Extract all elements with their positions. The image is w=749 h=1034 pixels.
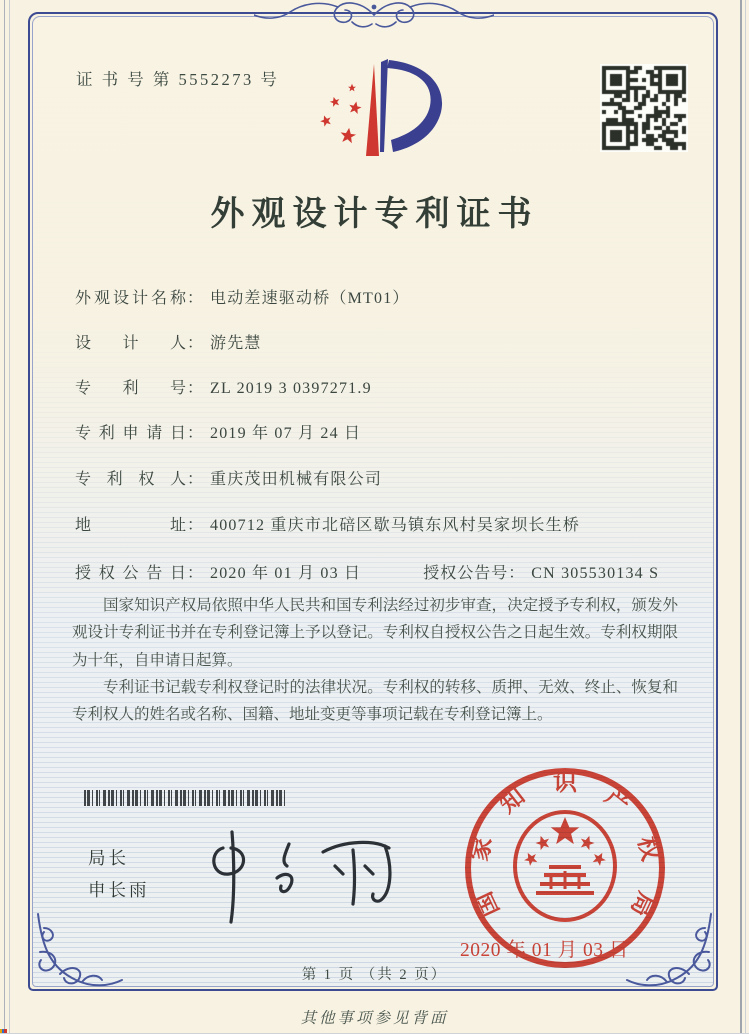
colon: ： bbox=[508, 565, 526, 582]
field-label: 专利号 bbox=[75, 380, 187, 397]
field-row-address bbox=[75, 512, 580, 535]
field-value: 游先慧 bbox=[210, 335, 262, 352]
field-value: 2019 年 07 月 24 日 bbox=[210, 425, 362, 442]
scan-edge-line bbox=[4, 0, 5, 1034]
seal-char: 家 bbox=[466, 834, 498, 864]
colon: ： bbox=[187, 380, 205, 397]
seal-char: 识 bbox=[553, 770, 577, 796]
field-label: 专利申请日 bbox=[75, 425, 187, 442]
colon: ： bbox=[187, 517, 205, 534]
field-label: 地址 bbox=[75, 517, 187, 534]
colon: ： bbox=[187, 565, 205, 582]
director-title: 局长 bbox=[88, 848, 129, 868]
field-value: 电动差速驱动桥（MT01） bbox=[210, 290, 410, 307]
cnipa-logo-icon bbox=[305, 40, 465, 165]
seal-char: 局 bbox=[625, 887, 659, 921]
field-row-filing-date bbox=[75, 420, 361, 443]
seal-char: 产 bbox=[599, 783, 635, 819]
field-row-designer bbox=[75, 330, 262, 353]
grant-date: 2020 年 01 月 03 日 bbox=[210, 565, 362, 582]
colon: ： bbox=[187, 425, 205, 442]
field-row-patent-number bbox=[75, 375, 372, 398]
seal-char: 权 bbox=[632, 834, 664, 864]
official-seal-icon bbox=[452, 760, 680, 970]
scan-edge-line bbox=[745, 0, 746, 1034]
field-label: 外观设计名称 bbox=[75, 290, 187, 307]
certificate-number: 证 书 号 第 5552273 号 bbox=[76, 70, 280, 89]
legal-paragraph: 专利证书记载专利权登记时的法律状况。专利权的转移、质押、无效、终止、恢复和专利权人的姓名或名称、国籍、地址变更等事项记载在专利登记簿上。 bbox=[72, 678, 678, 724]
seal-char: 知 bbox=[495, 783, 531, 819]
field-row-patentee bbox=[75, 466, 382, 489]
certificate-title: 外观设计专利证书 bbox=[210, 196, 539, 233]
director-name: 申长雨 bbox=[88, 880, 150, 900]
field-row-grant bbox=[75, 560, 659, 583]
colon: ： bbox=[187, 290, 205, 307]
back-note: 其他事项参见背面 bbox=[300, 1010, 449, 1027]
field-value: 400712 重庆市北碚区歇马镇东风村吴家坝长生桥 bbox=[210, 517, 581, 534]
qr-code bbox=[600, 64, 688, 152]
top-lace-ornament-icon bbox=[254, 0, 494, 30]
grant-number: CN 305530134 S bbox=[531, 565, 660, 582]
field-label: 设计人 bbox=[75, 335, 187, 352]
page-number: 第 1 页 （共 2 页） bbox=[301, 967, 448, 983]
colon: ： bbox=[187, 335, 205, 352]
field-value: 重庆茂田机械有限公司 bbox=[210, 471, 383, 488]
field-row-design-name bbox=[75, 285, 410, 308]
field-value: ZL 2019 3 0397271.9 bbox=[210, 380, 372, 397]
field-label: 授权公告日 bbox=[75, 565, 187, 582]
barcode bbox=[84, 790, 285, 806]
scan-edge-line bbox=[9, 0, 10, 1034]
legal-text bbox=[72, 592, 678, 728]
scan-artifact bbox=[0, 1029, 7, 1033]
legal-paragraph: 国家知识产权局依照中华人民共和国专利法经过初步审查，决定授予专利权，颁发外观设计专利证书并在专利登记簿上予以登记。专利权自授权公告之日起生效。专利权期限为十年，自申请日起算。 bbox=[72, 597, 678, 669]
scan-edge-line bbox=[740, 0, 742, 1034]
field-label: 授权公告号 bbox=[423, 565, 509, 582]
signature-icon bbox=[205, 826, 395, 926]
seal-char: 国 bbox=[471, 887, 505, 921]
colon: ： bbox=[187, 471, 205, 488]
seal-date: 2020 年 01 月 03 日 bbox=[460, 940, 629, 961]
field-label: 专利权人 bbox=[75, 471, 187, 488]
